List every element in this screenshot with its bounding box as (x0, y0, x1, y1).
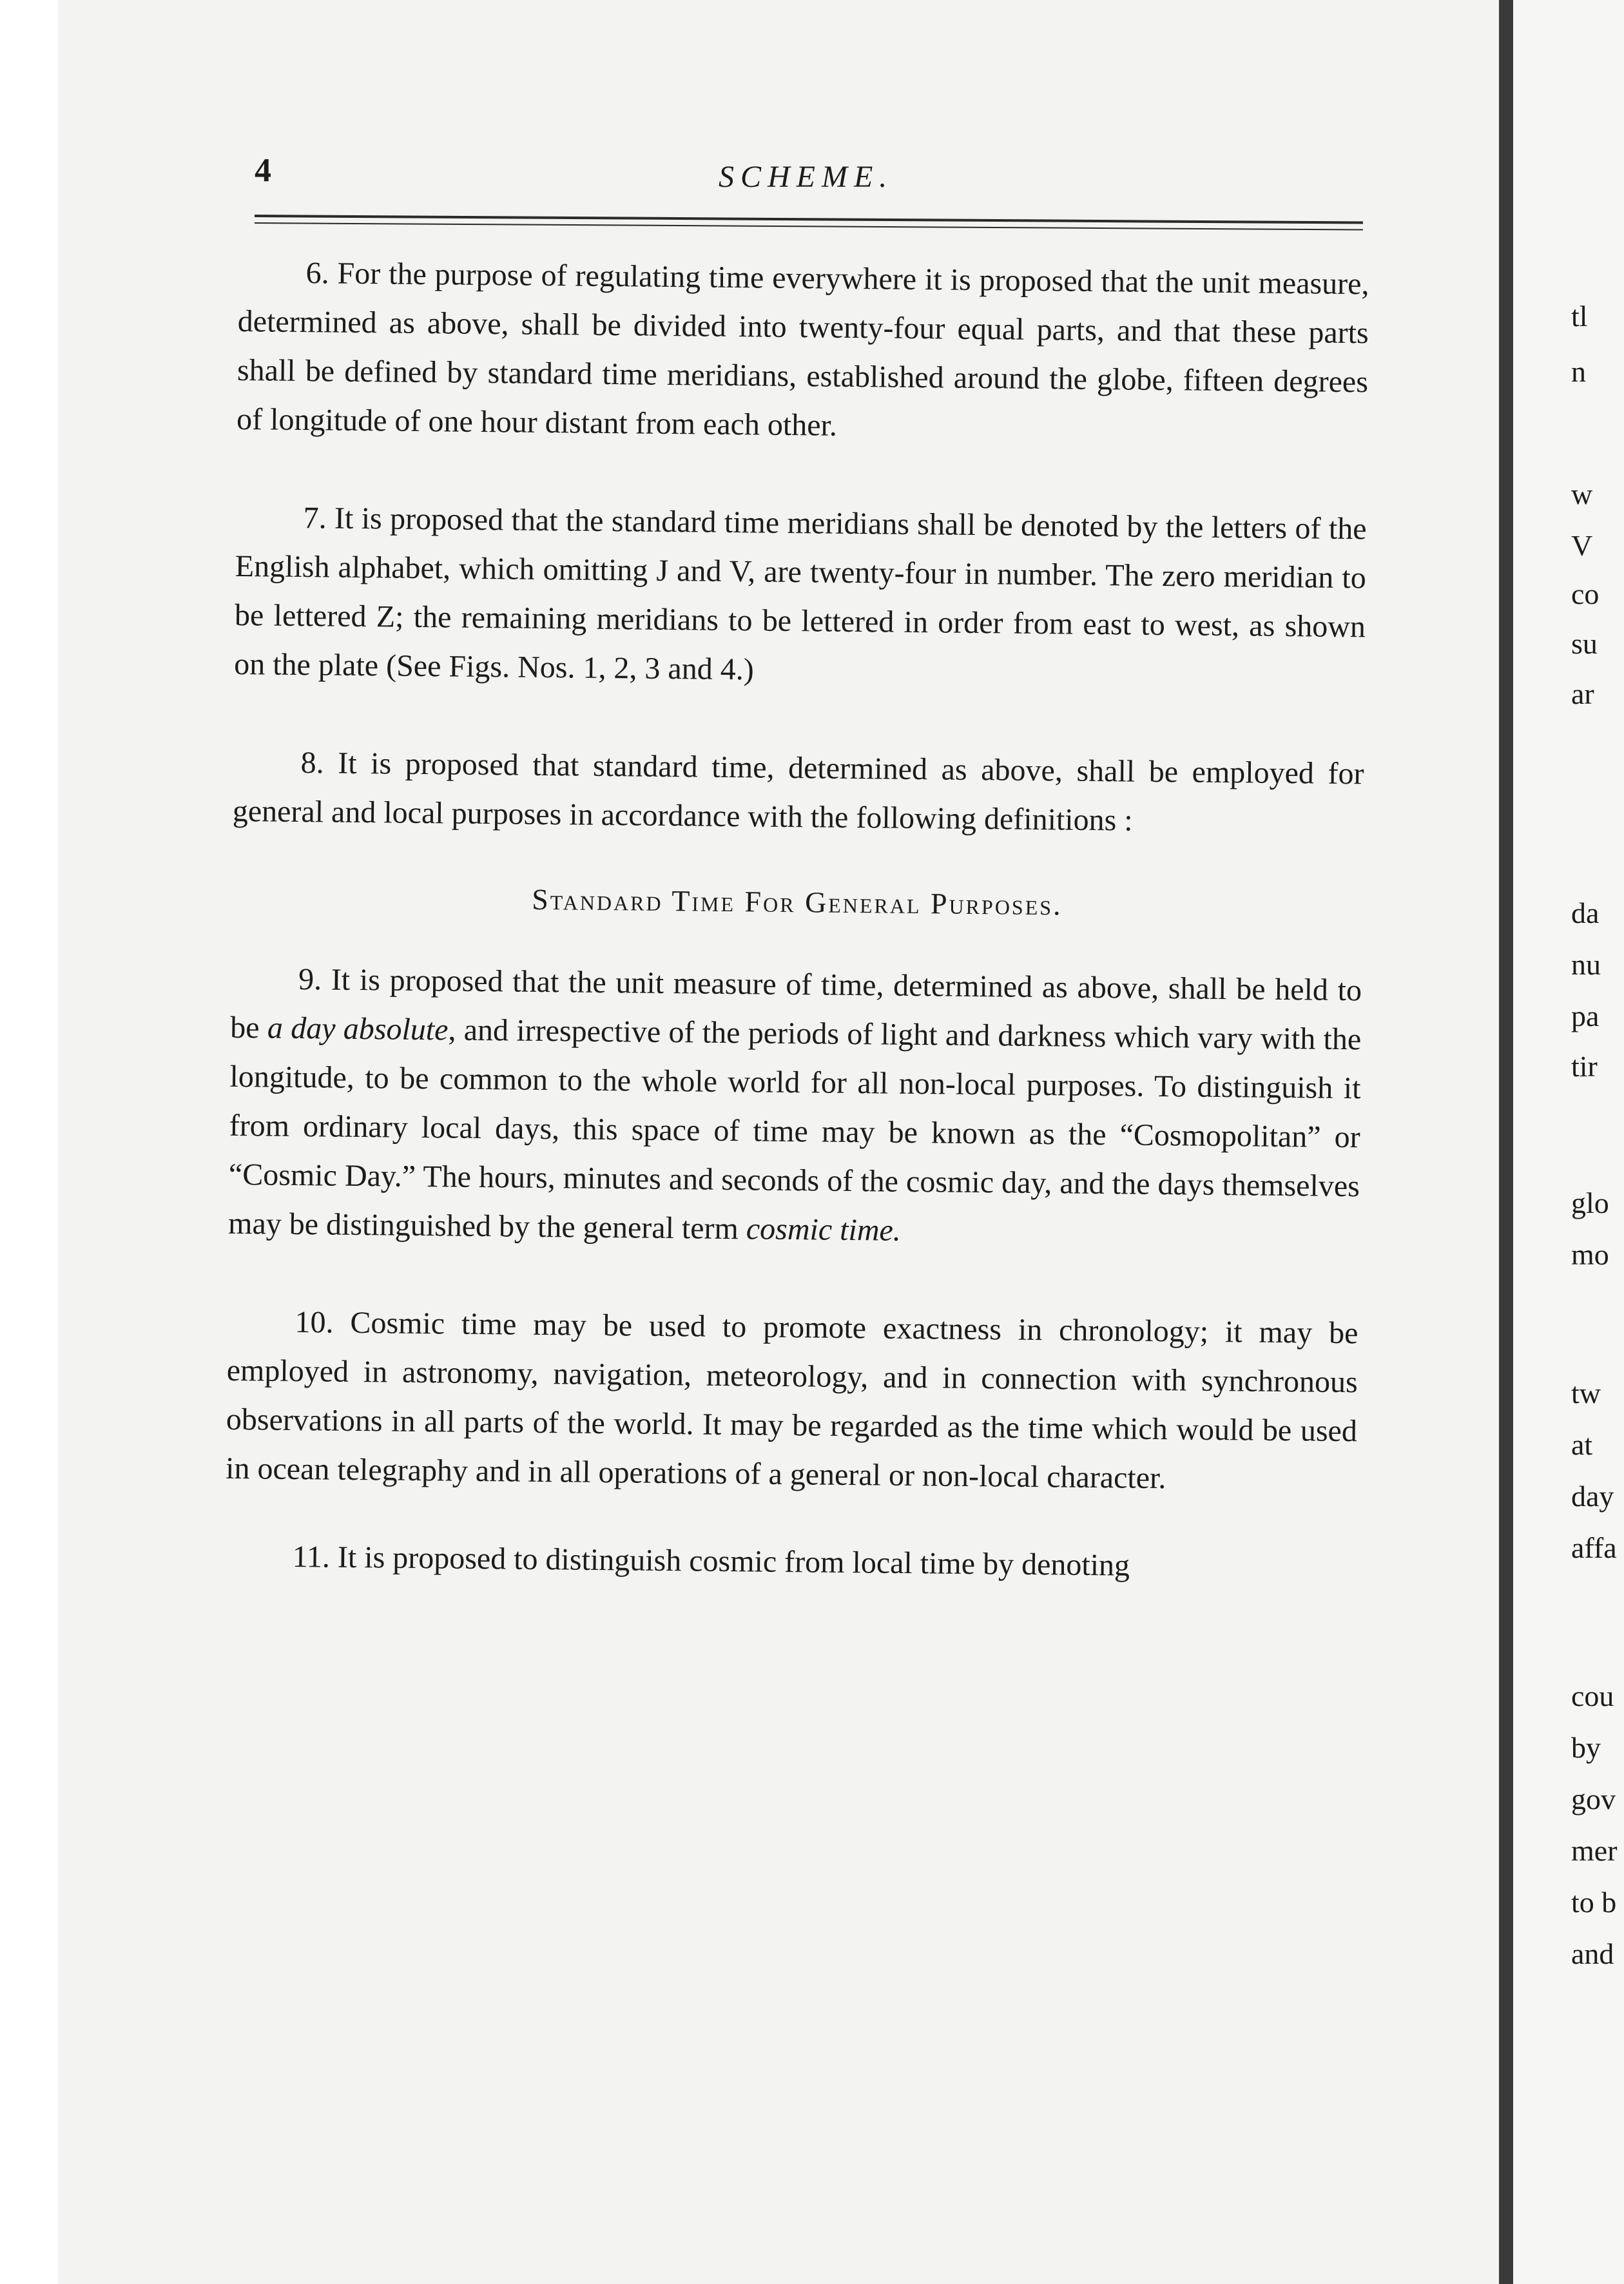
fragment-7: ar (1571, 677, 1594, 710)
fragment-17: affa (1571, 1531, 1617, 1564)
fragment-21: mer (1571, 1834, 1618, 1867)
fragment-19: by (1571, 1731, 1601, 1764)
fragment-10: pa (1571, 1000, 1600, 1032)
fragment-16: day (1571, 1480, 1614, 1513)
running-head: SCHEME. (719, 160, 894, 194)
fragment-2: n (1571, 355, 1586, 388)
paragraph-10: 10. Cosmic time may be used to promote exactness in chronology; it may be employed in astronomy, navigation, meteorology, and in connection with synchronous observations in all parts of the world. It may be regarded as the time which would be used in ocean telegraphy and in all operations of a general or non-local character. (225, 1305, 1358, 1496)
paragraph-8: 8. It is proposed that standard time, determined as above, shall be employed for general and local purposes in accordance with the following definitions : (232, 746, 1364, 838)
fragment-23: and (1571, 1937, 1614, 1970)
fragment-22: to b (1571, 1886, 1617, 1919)
fragment-4: V (1571, 529, 1593, 562)
paragraph-9-emphasis-2: cosmic time. (746, 1212, 902, 1248)
fragment-11: tir (1571, 1050, 1598, 1083)
fragment-12: glo (1571, 1186, 1609, 1219)
fragment-18: cou (1571, 1679, 1614, 1712)
paragraph-9-text-b: , and irrespective of the periods of light and darkness which vary with the longitude, to be common to the whole world for all non-local purposes. To distinguish it from ordinary local days, this space of time may be known as the “Cosmopolitan” or “Cosmic Day.” The hours, minutes and seconds of the cosmic day, and the days themselves may be distinguished by the general term (227, 1012, 1362, 1246)
fragment-15: at (1571, 1428, 1593, 1461)
page-header (255, 145, 1363, 222)
fragment-6: su (1571, 627, 1598, 660)
fragment-20: gov (1571, 1783, 1616, 1815)
fragment-9: nu (1571, 948, 1601, 981)
fragment-8: da (1571, 896, 1600, 929)
paragraph-9-emphasis: a day absolute (267, 1011, 449, 1047)
fragment-3: w (1571, 478, 1593, 510)
fragment-1: tl (1571, 300, 1588, 333)
fragment-5: co (1571, 577, 1600, 610)
paragraph-9-text-a: 9. It is proposed that the unit measure of time, determined as above, shall be held to be (230, 962, 1362, 1045)
page-number: 4 (255, 152, 271, 189)
paragraph-11: 11. It is proposed to distinguish cosmic from local time by denoting (292, 1539, 1130, 1583)
paragraph-9 (228, 954, 1362, 1260)
paragraph-6: 6. For the purpose of regulating time everywhere it is proposed that the unit measure, determined as above, shall be divided into twenty-four equal parts, and that these parts shall be defined by standard time meridians, established around the globe, fifteen degrees of longitude of one hour distant from each other. (236, 256, 1369, 443)
fragment-13: mo (1571, 1238, 1609, 1271)
body-text (224, 248, 1369, 1641)
fragment-14: tw (1571, 1377, 1601, 1409)
paragraph-7: 7. It is proposed that the standard time meridians shall be denoted by the letters of the English alphabet, which omitting J and V, are twenty-four in number. The zero meridian to be lettered Z; the remaining meridians to be lettered in order from east to west, as shown on the plate (See Figs. Nos. 1, 2, 3 and 4.) (233, 501, 1367, 687)
page-binding-edge (1499, 0, 1513, 2284)
section-heading: Standard Time For General Purposes. (531, 882, 1063, 922)
